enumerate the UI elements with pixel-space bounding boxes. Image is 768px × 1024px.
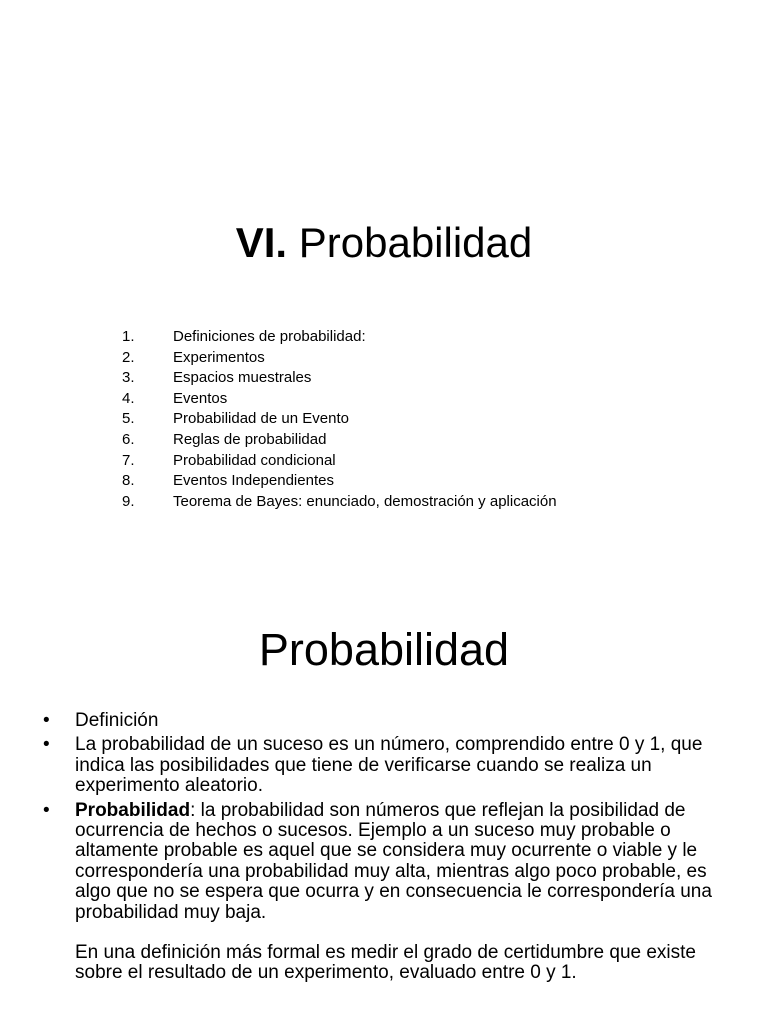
toc-item-label: Espacios muestrales <box>173 369 312 387</box>
toc-item-number: 8. <box>122 472 135 490</box>
bullet-marker: • <box>43 734 50 756</box>
toc-item-label: Reglas de probabilidad <box>173 430 327 448</box>
toc-item-number: 2. <box>122 348 135 366</box>
toc-item-number: 1. <box>122 328 135 345</box>
toc-item <box>122 409 557 430</box>
bullet-term: Probabilidad <box>75 799 191 821</box>
bullet-text: La probabilidad de un suceso es un número, comprendido entre 0 y 1, que indica las posibilidades que tiene de verificarse cuando se realiza un experimento aleatorio. <box>75 734 703 797</box>
toc-item-label: Teorema de Bayes: enunciado, demostración y aplicación <box>173 492 557 510</box>
toc-item <box>122 430 557 451</box>
toc-item-number: 7. <box>122 451 135 469</box>
toc-item <box>122 471 557 492</box>
toc-item <box>122 451 557 472</box>
toc-item-label: Probabilidad condicional <box>173 451 336 469</box>
toc-item-label: Definiciones de probabilidad: <box>173 328 366 345</box>
bullet-marker: • <box>43 799 50 821</box>
toc-item-number: 5. <box>122 410 135 428</box>
toc-item-label: Experimentos <box>173 348 265 366</box>
title-text: Probabilidad <box>298 219 533 266</box>
toc-item-number: 3. <box>122 369 135 387</box>
toc-item <box>122 389 557 410</box>
table-of-contents <box>122 327 557 512</box>
toc-item-label: Eventos Independientes <box>173 472 334 490</box>
toc-item <box>122 348 557 369</box>
toc-item-number: 6. <box>122 430 135 448</box>
toc-item <box>122 492 557 513</box>
slide-title-probabilidad: Probabilidad <box>258 624 510 675</box>
title-section-number: VI. <box>235 219 288 266</box>
bullet-list <box>40 711 740 988</box>
toc-item-number: 4. <box>122 389 135 407</box>
toc-item-label: Probabilidad de un Evento <box>173 410 349 428</box>
bullet-item-probabilidad-definition <box>40 801 740 984</box>
bullet-text: : la probabilidad son números que reflejan la posibilidad de ocurrencia de hechos o sucesos. Ejemplo a un suceso muy probable o altamente probable es aquel que se considera muy ocurrente o viable y le correspondería una probabilidad muy alta, mientras algo poco probable, es algo que no se espera que ocurra y en consecuencia le correspondería una probabilidad muy baja. <box>75 799 712 923</box>
bullet-item-probability-number <box>40 735 740 796</box>
bullet-text: Definición <box>75 710 159 731</box>
bullet-marker: • <box>43 710 50 731</box>
slide-title-probabilidad-vi <box>0 217 768 269</box>
bullet-formal-definition: En una definición más formal es medir el grado de certidumbre que existe sobre el resultado de un experimento, evaluado entre 0 y 1. <box>75 942 696 984</box>
toc-item <box>122 368 557 389</box>
toc-item-label: Eventos <box>173 389 228 407</box>
toc-item-number: 9. <box>122 492 135 510</box>
bullet-item-definicion <box>40 711 740 731</box>
toc-item <box>122 327 557 348</box>
